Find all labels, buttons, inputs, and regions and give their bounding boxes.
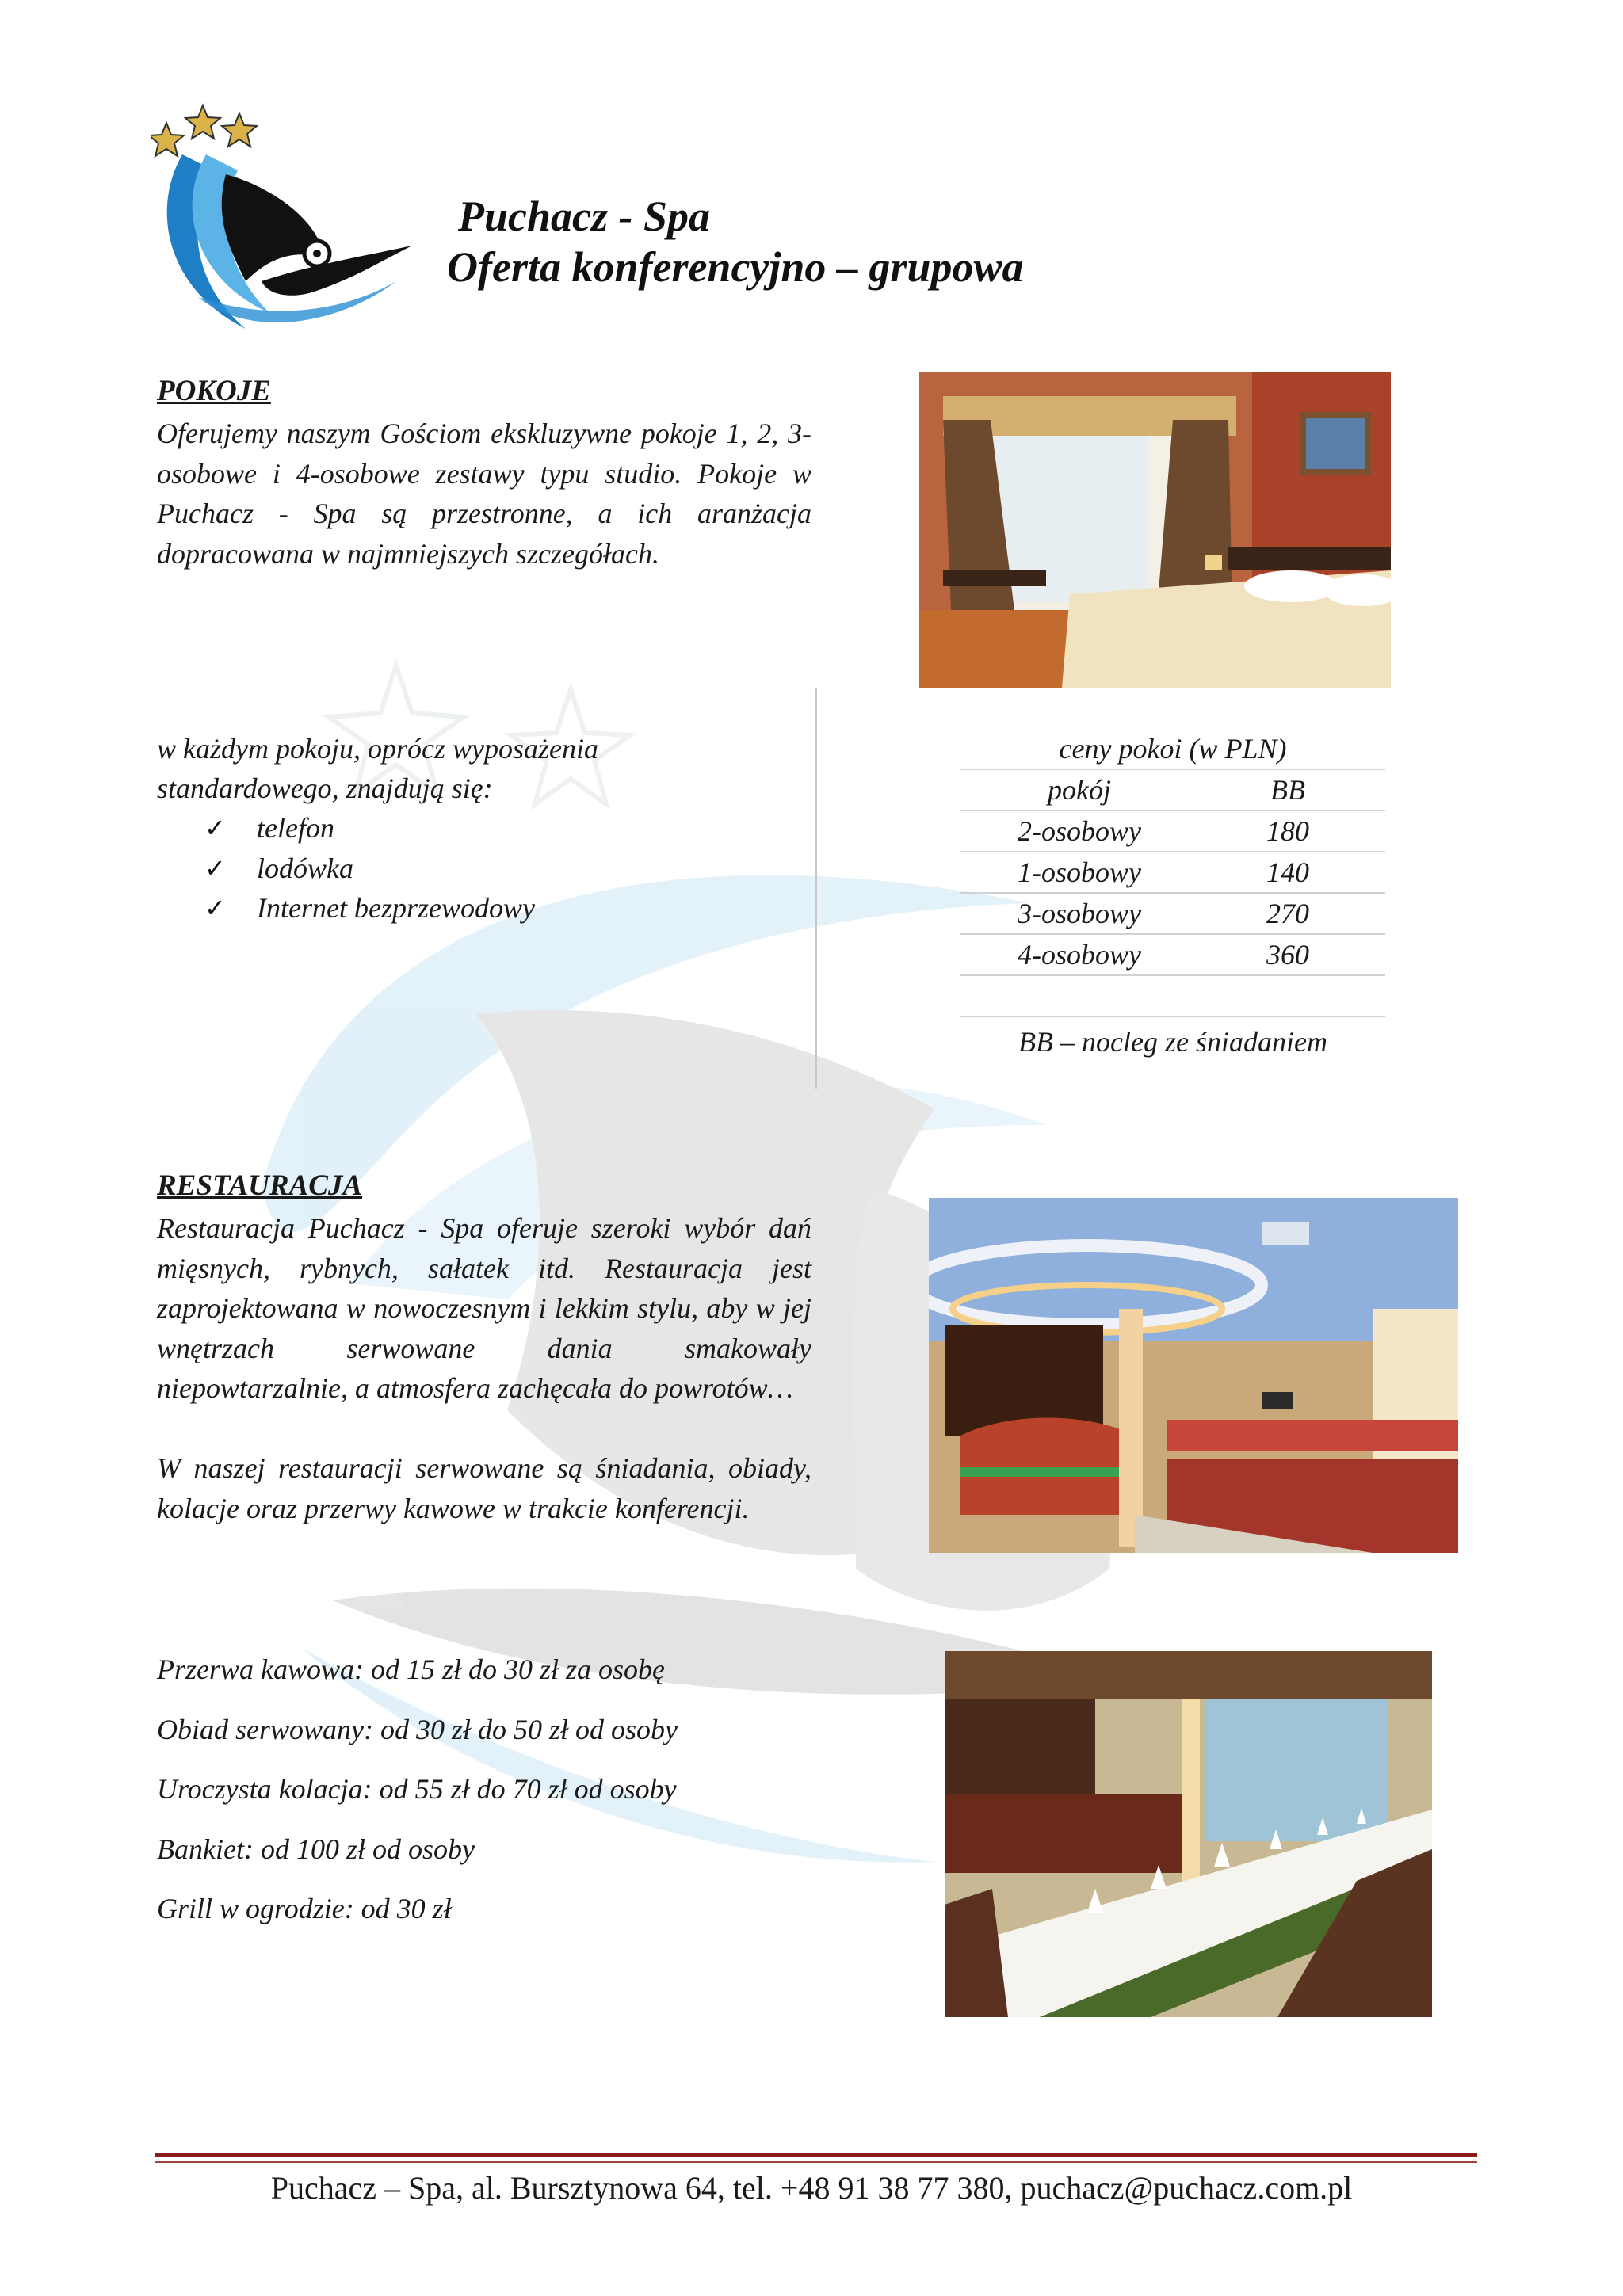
table-row: 1-osobowy 140 xyxy=(960,852,1385,894)
list-item: Przerwa kawowa: od 15 zł do 30 zł za osobę xyxy=(157,1653,666,1685)
table-row: 3-osobowy 270 xyxy=(960,894,1385,935)
banquet-photo xyxy=(945,1651,1432,2017)
vertical-divider xyxy=(815,688,817,1089)
footer-rule-thin xyxy=(155,2161,1477,2163)
list-item: ✓ lodówka xyxy=(204,849,535,889)
list-item: Grill w ogrodzie: od 30 zł xyxy=(157,1893,452,1924)
table-row-empty xyxy=(960,976,1385,1017)
equipment-list xyxy=(204,808,535,929)
room-price-table xyxy=(960,729,1385,1062)
check-icon: ✓ xyxy=(204,852,226,883)
column-header-room: pokój xyxy=(1048,774,1111,806)
restaurant-description: Restauracja Puchacz - Spa oferuje szeroki wybór dań mięsnych, rybnych, sałatek itd. Restauracja jest zaprojektowana w nowoczesnym i lekkim stylu, aby w jej wnętrzach serwowane dania smakowały niepowtarzalnie, a atmosfera zachęcała do powrotów… xyxy=(157,1212,812,1404)
footer-contact: Puchacz – Spa, al. Bursztynowa 64, tel. +48 91 38 77 380, puchacz@puchacz.com.pl xyxy=(270,2170,1353,2206)
list-item: Obiad serwowany: od 30 zł do 50 zł od osoby xyxy=(157,1713,678,1745)
table-row: 2-osobowy 180 xyxy=(960,811,1385,852)
rooms-heading: POKOJE xyxy=(157,375,271,407)
price-table-caption: ceny pokoi (w PLN) xyxy=(960,729,1385,770)
column-header-bb: BB xyxy=(1270,774,1305,806)
room-photo xyxy=(919,372,1391,688)
page-subtitle: Oferta konferencyjno – grupowa xyxy=(447,243,1024,291)
restaurant-photo xyxy=(929,1198,1458,1553)
page-title: Puchacz - Spa xyxy=(458,193,711,240)
restaurant-description-2: W naszej restauracji serwowane są śniadania, obiady, kolacje oraz przerwy kawowe w trakcie konferencji. xyxy=(157,1452,812,1524)
check-icon: ✓ xyxy=(204,893,226,923)
table-row: 4-osobowy 360 xyxy=(960,935,1385,976)
table-header-row xyxy=(960,770,1385,811)
list-item: ✓ Internet bezprzewodowy xyxy=(204,888,535,929)
restaurant-heading: RESTAURACJA xyxy=(157,1169,363,1202)
equipment-intro: w każdym pokoju, oprócz wyposażenia standardowego, znajdują się: xyxy=(157,733,598,804)
owl-logo-icon xyxy=(151,99,420,345)
rooms-description: Oferujemy naszym Gościom ekskluzywne pokoje 1, 2, 3-osobowe i 4-osobowe zestawy typu studio. Pokoje w Puchacz - Spa są przestronne, a ich aranżacja dopracowana w najmniejszych szczegółach. xyxy=(157,418,812,570)
list-item: Bankiet: od 100 zł od osoby xyxy=(157,1833,475,1865)
price-table-note: BB – nocleg ze śniadaniem xyxy=(1018,1026,1327,1058)
footer-rule xyxy=(155,2153,1477,2157)
catering-price-list xyxy=(157,1650,678,1949)
list-item: Uroczysta kolacja: od 55 zł do 70 zł od osoby xyxy=(157,1773,677,1805)
check-icon: ✓ xyxy=(204,813,226,843)
list-item: ✓ telefon xyxy=(204,808,535,849)
